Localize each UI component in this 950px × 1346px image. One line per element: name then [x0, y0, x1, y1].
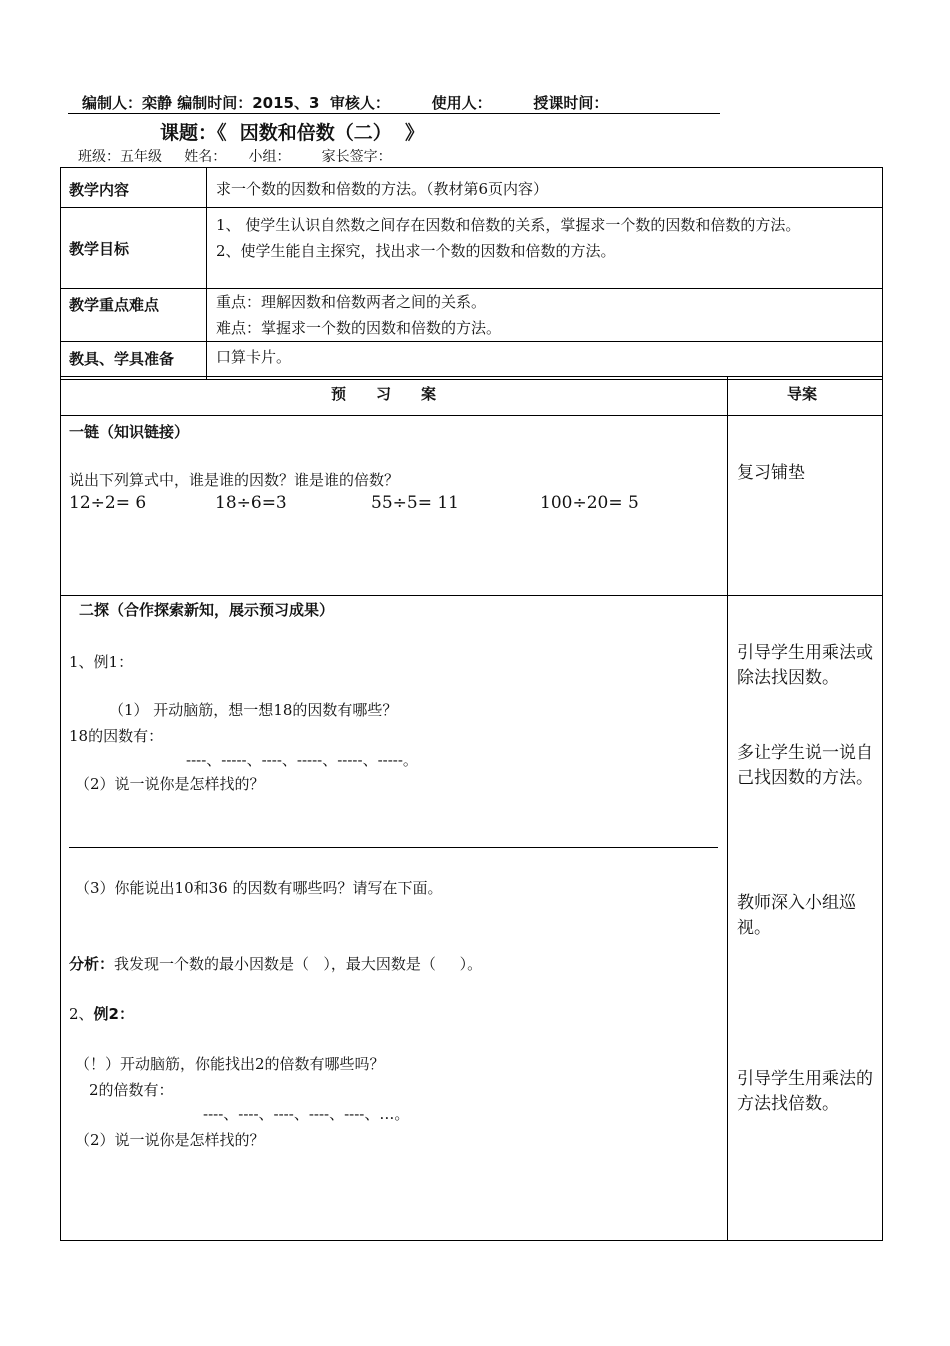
materials-line: 口算卡片。: [216, 348, 292, 366]
key-point-line: 重点：理解因数和倍数两者之间的关系。: [216, 293, 487, 311]
analysis-label: 分析：: [69, 955, 115, 973]
column-divider: [727, 377, 728, 1240]
student-info-line: 班级：五年级 姓名： 小组： 家长签字：: [78, 149, 392, 165]
goal-line-1: 1、 使学生认识自然数之间存在因数和倍数的关系，掌握求一个数的因数和倍数的方法。: [216, 216, 801, 234]
value-teaching-goals: [207, 208, 883, 289]
value-materials: [207, 342, 883, 380]
equation: 55÷5= 11: [371, 493, 459, 513]
row-key-points: [61, 289, 883, 342]
header-meta-line: 编制人：栾静 编制时间：2015、3 审核人： 使用人： 授课时间：: [82, 94, 609, 112]
example2-question1: （！）开动脑筋，你能找出2的倍数有哪些吗？: [75, 1055, 385, 1073]
goal-line-2: 2、使学生能自主探究，找出求一个数的因数和倍数的方法。: [216, 242, 616, 260]
equation: 100÷20= 5: [540, 493, 639, 513]
example1-question2: （2）说一说你是怎样找的？: [75, 775, 265, 793]
label-teaching-content: 教学内容: [61, 168, 207, 208]
column-header-guide: 导案: [787, 385, 818, 403]
guide-find-multiples: 引导学生用乘法的方法找倍数。: [737, 1069, 873, 1114]
row-materials: [61, 342, 883, 380]
difficulty-line: 难点：掌握求一个数的因数和倍数的方法。: [216, 319, 502, 337]
guide-review: 复习铺垫: [737, 463, 805, 483]
section-divider: [61, 595, 882, 596]
example2-label: 例2：: [93, 1005, 134, 1023]
example2-answer-blanks: ----、----、----、----、----、…。: [203, 1105, 410, 1123]
value-key-points: [207, 289, 883, 342]
guide-explain-method: 多让学生说一说自己找因数的方法。: [737, 743, 873, 788]
lesson-info-table: [60, 167, 883, 380]
header-underline: [68, 113, 720, 114]
label-materials: 教具、学具准备: [61, 342, 207, 380]
equation: 18÷6=3: [215, 493, 287, 513]
example1-question1: （1） 开动脑筋，想一想18的因数有哪些？: [109, 701, 398, 719]
row-teaching-content: [61, 168, 883, 208]
example1-factors-label: 18的因数有：: [69, 727, 164, 745]
label-key-points: 教学重点难点: [61, 289, 207, 342]
example1-question3: （3）你能说出10和36 的因数有哪些吗？请写在下面。: [75, 879, 443, 897]
section1-title: 一链（知识链接）: [69, 423, 190, 441]
row-teaching-goals: [61, 208, 883, 289]
example2-number: 2、: [69, 1005, 94, 1023]
page-title: 课题：《 因数和倍数（二） 》: [160, 122, 424, 144]
lesson-plan-grid: [60, 376, 883, 1241]
example2-multiples-label: 2的倍数有：: [89, 1081, 174, 1099]
value-teaching-content: [207, 168, 883, 208]
section2-title: 二探（合作探索新知，展示预习成果）: [79, 601, 335, 619]
guide-teacher-patrol: 教师深入小组巡视。: [737, 893, 856, 938]
column-header-preview: 预 习 案: [331, 385, 437, 403]
analysis-text: 我发现一个数的最小因数是（ ），最大因数是（ ）。: [114, 955, 483, 973]
example2-line: [69, 1003, 134, 1024]
example2-question2: （2）说一说你是怎样找的？: [75, 1131, 265, 1149]
example1-answer-blanks: ----、-----、----、-----、-----、-----。: [186, 751, 418, 769]
header-divider: [61, 415, 882, 416]
content-line: 求一个数的因数和倍数的方法。（教材第6页内容）: [216, 180, 549, 198]
example1-label: 1、例1：: [69, 653, 134, 671]
guide-find-factors: 引导学生用乘法或除法找因数。: [737, 643, 873, 688]
answer-rule: [69, 847, 718, 848]
section1-question: 说出下列算式中，谁是谁的因数？谁是谁的倍数？: [69, 471, 400, 489]
equation: 12÷2= 6: [69, 493, 147, 513]
analysis-line: [69, 953, 482, 974]
label-teaching-goals: 教学目标: [61, 208, 207, 289]
